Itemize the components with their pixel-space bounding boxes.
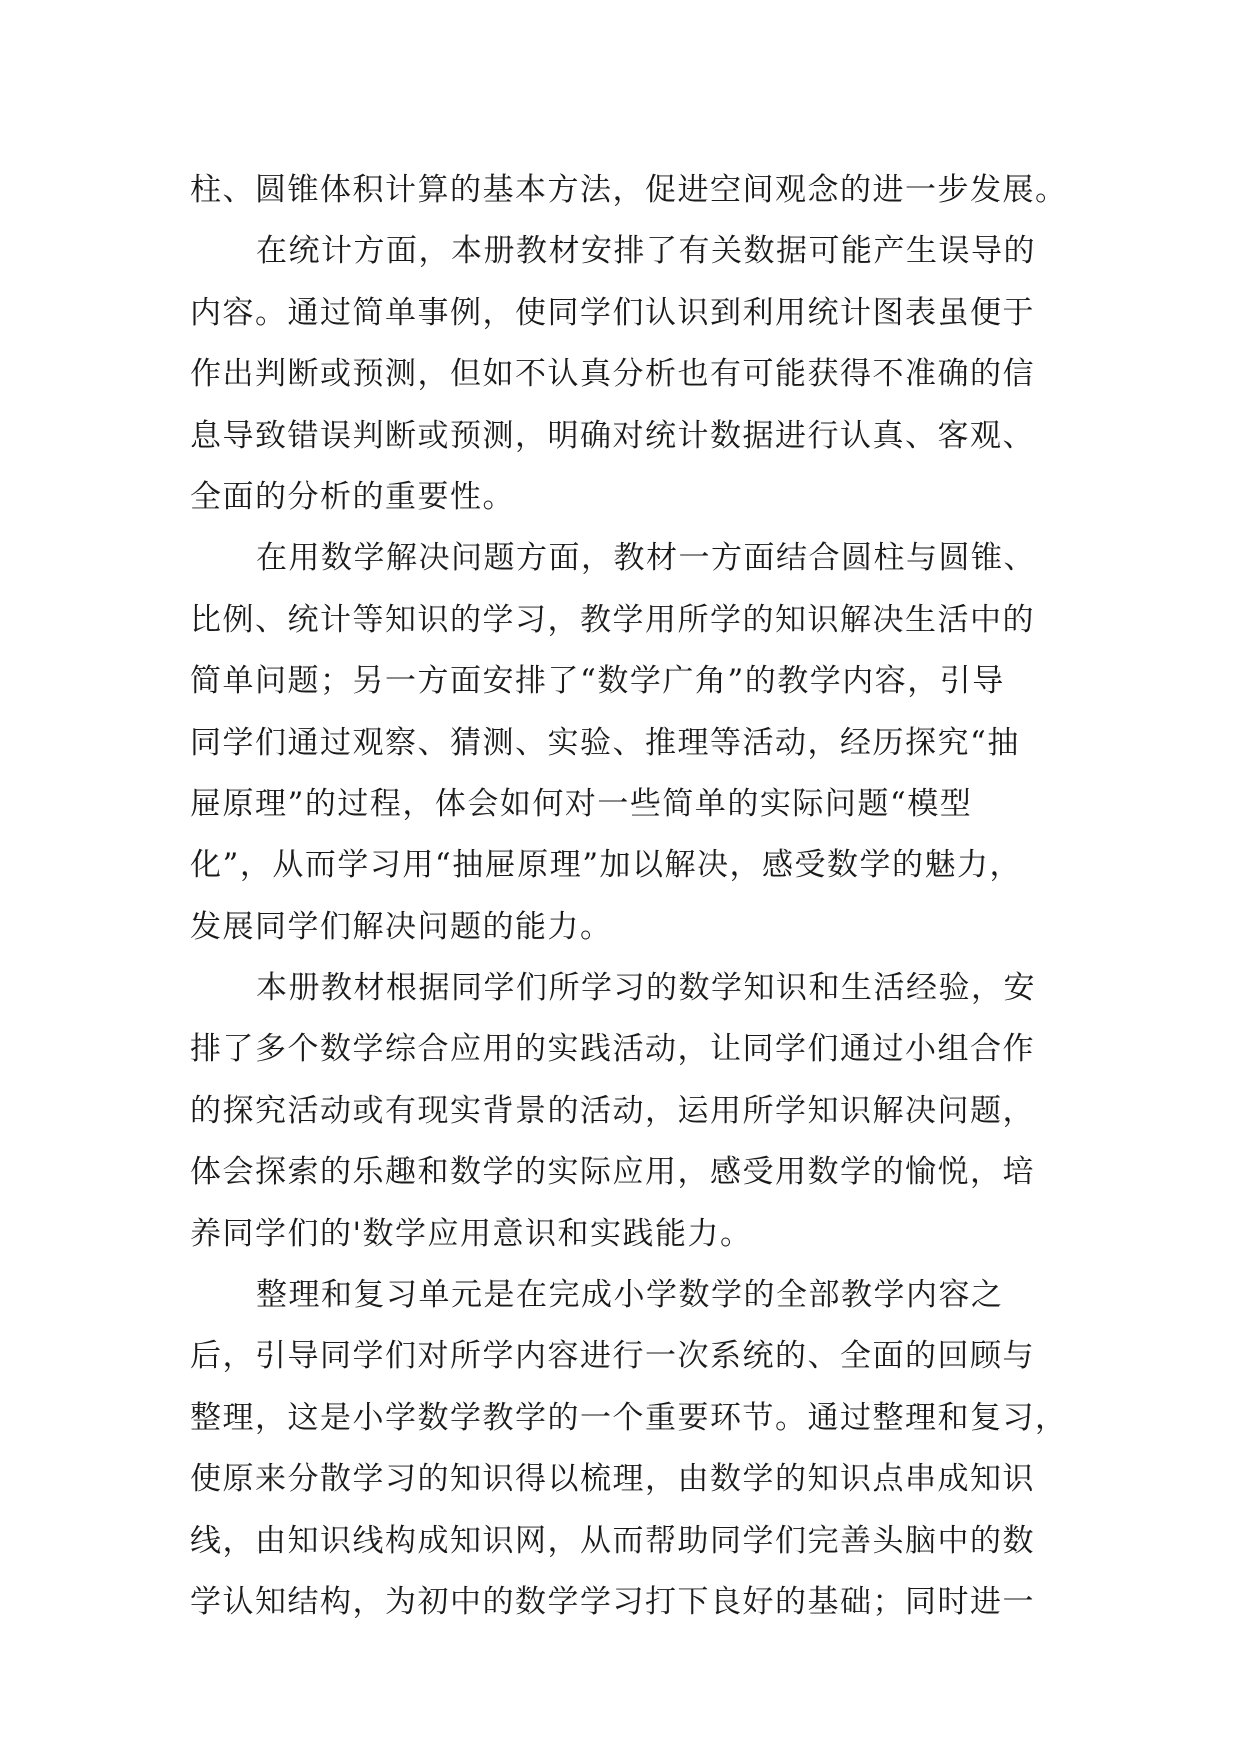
text-line: 养同学们的'数学应用意识和实践能力。 xyxy=(190,1215,753,1252)
text-line: 体会探索的乐趣和数学的实际应用，感受用数学的愉悦，培 xyxy=(190,1154,1035,1191)
text-line: 屉原理”的过程，体会如何对一些简单的实际问题“模型 xyxy=(190,785,973,822)
text-line: 全面的分析的重要性。 xyxy=(190,478,515,515)
text-line: 柱、圆锥体积计算的基本方法，促进空间观念的进一步发展。 xyxy=(190,172,1068,208)
text-line: 的探究活动或有现实背景的活动，运用所学知识解决问题， xyxy=(190,1092,1035,1129)
text-line: 发展同学们解决问题的能力。 xyxy=(190,908,613,945)
text-line: 作出判断或预测，但如不认真分析也有可能获得不准确的信 xyxy=(190,356,1035,393)
text-line: 使原来分散学习的知识得以梳理，由数学的知识点串成知识 xyxy=(190,1461,1035,1498)
text-line: 整理，这是小学数学教学的一个重要环节。通过整理和复习， xyxy=(190,1399,1068,1436)
text-line: 比例、统计等知识的学习，教学用所学的知识解决生活中的 xyxy=(190,601,1035,638)
text-line: 内容。通过简单事例，使同学们认识到利用统计图表虽便于 xyxy=(190,294,1035,331)
text-line: 息导致错误判断或预测，明确对统计数据进行认真、客观、 xyxy=(190,417,1035,454)
text-line: 排了多个数学综合应用的实践活动，让同学们通过小组合作 xyxy=(190,1031,1035,1068)
text-line: 后，引导同学们对所学内容进行一次系统的、全面的回顾与 xyxy=(190,1338,1035,1375)
body-text xyxy=(190,160,1070,1633)
text-line: 整理和复习单元是在完成小学数学的全部教学内容之 xyxy=(256,1277,1004,1314)
text-line: 线，由知识线构成知识网，从而帮助同学们完善头脑中的数 xyxy=(190,1522,1035,1559)
text-line: 学认知结构，为初中的数学学习打下良好的基础；同时进一 xyxy=(190,1583,1035,1620)
text-line: 化”，从而学习用“抽屉原理”加以解决，感受数学的魅力， xyxy=(190,847,1023,884)
text-line: 在统计方面，本册教材安排了有关数据可能产生误导的 xyxy=(256,233,1036,270)
text-line: 在用数学解决问题方面，教材一方面结合圆柱与圆锥、 xyxy=(256,540,1036,577)
text-line: 简单问题；另一方面安排了“数学广角”的教学内容，引导 xyxy=(190,663,1005,700)
text-line: 本册教材根据同学们所学习的数学知识和生活经验，安 xyxy=(256,970,1036,1007)
text-line: 同学们通过观察、猜测、实验、推理等活动，经历探究“抽 xyxy=(190,724,1020,761)
